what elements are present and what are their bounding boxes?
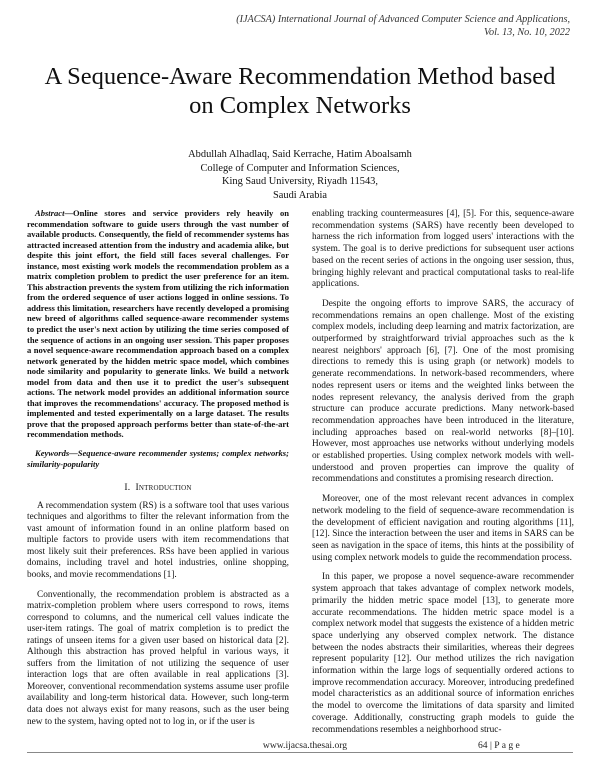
footer-url: www.ijacsa.thesai.org [262,740,348,751]
section-number: I. [124,482,131,494]
section-heading-introduction [27,482,289,494]
author-country: Saudi Arabia [273,189,327,201]
journal-name: (IJACSA) International Journal of Advanced Computer Science and Applications, [236,14,570,25]
paper-title [40,62,560,120]
footer-divider [27,752,573,753]
intro-paragraph-2: Conventionally, the recommendation problem is abstracted as a matrix-completion problem where users correspond to rows, items correspond to columns, and the numerical cell values indicate the user-item ratings. The goal of matrix completion is to predict the ratings of unseen items for a given user based on historical data [2]. Although this abstraction has proved helpful in various ways, it suffers from the limitation of not utilizing the sequence of user interaction logs that are often available in real applications [3]. Moreover, conventional recommendation systems assume user profile availability and long-term historical data. However, such long-term data does not always exist for many reasons, such as the user being new to the system, having opted not to log in, or if the user is [27,589,289,727]
journal-volume: Vol. 13, No. 10, 2022 [483,27,570,38]
footer-page-number: 64 | P a g e [478,740,520,751]
intro-paragraph-6: In this paper, we propose a novel sequence-aware recommender system approach that takes advantage of complex network models, primarily the hidden metric space model [13], to generate more accurate recommendations. The hidden metric space model is a complex network model that suggests the existence of a hidden metric space underlying any observed complex network. The distance between the nodes abstracts their similarities, whereas their degrees represent popularity [12]. Our method utilizes the rich navigation information within the large logs of sequentially ordered actions to improve recommendation accuracy. Moreover, introducing predefined model characteristics as an additional source of information enriches the model to overcome the limitations of data sparsity and limited coverage. Additionally, constructing graph models to guide the recommendations resembles a neighborhood struc- [312,572,574,735]
keywords-text: —Sequence-aware recommender systems; complex networks; similarity-popularity [27,448,289,469]
author-block [100,148,500,202]
intro-paragraph-4: Despite the ongoing efforts to improve SARS, the accuracy of recommendations remains an open challenge. Most of the existing complex models, including deep learning and matrix factorization, are outperformed by straightforward trivial approaches such as the k nearest neighbors' approach [6], [7]. One of the most promising directions to remedy this is using graph (or network) models to generate recommendations. In network-based recommenders, where nodes represent users or items and the weighted links between the nodes represent relevancy, the analysis derived from the graph structure can produce accurate predictions. Many network-based recommendation approaches have been introduced in the literature, including approaches based on real-world networks [8]–[10]. However, most approaches use networks without underlying models or established properties. Using complex network models with well-understood and proven properties can improve the quality of recommendations and constitutes a promising research direction. [312,298,574,485]
title-line-2: on Complex Networks [189,92,411,119]
left-column [27,208,289,736]
abstract-text: —Online stores and service providers rely heavily on recommendation software to guide users through the vast number of available products. Consequently, the field of recommender systems has attracted increased attention from the industry and academia alike, but despite this joint effort, the field still faces several challenges. For instance, most existing work models the recommendation problem as a matrix completion problem to predict the user preference for an item. This abstraction prevents the system from utilizing the rich information from the ordered sequence of user actions logged in online sessions. To address this limitation, researchers have recently developed a promising new breed of algorithms called sequence-aware recommender systems to predict the user's next action by utilizing the time series composed of the sequence of actions in an ongoing user session. This paper proposes a novel sequence-aware recommendation approach based on a complex network generated by the hidden metric space model, which combines node similarity and popularity to generate links. We build a network model from data and then use it to predict the user's subsequent actions. The network model provides an additional information source that improves the recommendations' accuracy. The proposed method is implemented and tested experimentally on a large dataset. The results prove that the proposed approach performs better than state-of-the-art recommendation methods. [27,208,290,440]
author-names: Abdullah Alhadlaq, Said Kerrache, Hatim Aboalsamh [188,149,412,160]
author-affiliation: College of Computer and Information Sciences, [200,162,400,174]
keywords [27,448,289,469]
author-university: King Saud University, Riyadh 11543, [222,176,378,188]
abstract [27,208,289,440]
intro-paragraph-1: A recommendation system (RS) is a software tool that uses various techniques and algorithms to filter the relevant information from the vast amount of information found in an online platform based on multiple factors to provide users with item recommendations that most likely suit their preferences. RSs have been applied in various domains, including travel and hotel industries, online shopping, books, and movie recommendations [1]. [27,500,289,580]
journal-header [150,13,570,39]
intro-paragraph-3: enabling tracking countermeasures [4], [5]. For this, sequence-aware recommendation systems (SARS) have recently been developed to harness the rich information from logged users' interactions with the system. The goal is to derive predictions for subsequent user actions based on the recent series of actions in the ongoing user session, thus, bringing highly relevant and practical computational tasks to real-life applications. [312,209,574,290]
keywords-label: Keywords [35,448,70,459]
section-title: Introduction [135,482,192,494]
right-column [312,209,574,744]
title-line-1: A Sequence-Aware Recommendation Method based [44,63,556,90]
abstract-label: Abstract [35,208,65,218]
intro-paragraph-5: Moreover, one of the most relevant recent advances in complex network modeling to the field of sequence-aware recommendation is the development of efficient navigation and routing algorithms [11], [12]. Since the interaction between the user and items in SARS can be seen as navigation in the space of items, this hints at the possibility of using complex network models to guide the recommendation process. [312,494,574,563]
